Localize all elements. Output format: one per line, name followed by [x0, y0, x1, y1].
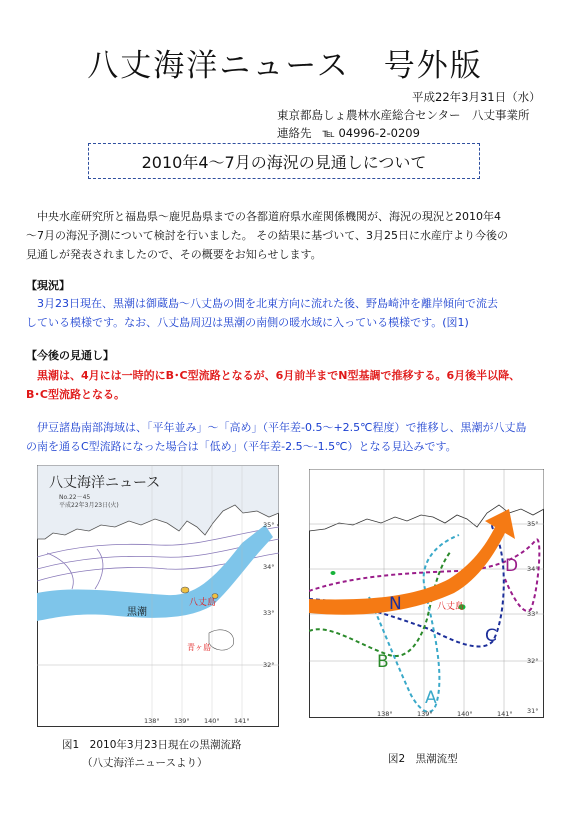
intro-line: 中央水産研究所と福島県～鹿児島県までの各都道府県水産関係機関が、海況の現況と2010年4	[37, 210, 501, 223]
current-paragraph	[26, 294, 546, 332]
lat-tick: 33°	[263, 609, 275, 617]
contact-label: 連絡先	[277, 126, 312, 140]
figure1-caption: 図1 2010年3月23日現在の黒潮流路	[62, 739, 242, 751]
lat-tick: 32°	[263, 661, 275, 669]
lat-tick: 34°	[527, 565, 539, 573]
contact	[277, 124, 420, 142]
lon-tick: 141°	[497, 710, 513, 718]
lon-tick: 139°	[417, 710, 433, 718]
intro-line: 見通しが発表されましたので、その概要をお知らせします。	[26, 248, 322, 261]
label-aogashima: 青ヶ島	[187, 643, 211, 652]
intro-paragraph	[26, 207, 546, 264]
outlook-heading: 【今後の見通し】	[26, 349, 114, 362]
lon-tick: 138°	[377, 710, 393, 718]
figure2-map	[309, 469, 544, 718]
intro-line: ～7月の海況予測について検討を行いました。 その結果に基づいて、3月25日に水産庁より今後の	[26, 229, 509, 242]
current-heading: 【現況】	[26, 279, 70, 292]
lat-tick: 35°	[263, 521, 275, 529]
outlook-red-line: B･C型流路となる。	[26, 388, 125, 401]
figure1-caption-source: （八丈海洋ニュースより）	[82, 757, 208, 769]
label-hachijo: 八丈島	[437, 602, 465, 612]
lon-tick: 140°	[204, 717, 220, 725]
outlook-blue-paragraph	[26, 418, 546, 456]
lon-tick: 138°	[144, 717, 160, 725]
lat-tick: 33°	[527, 610, 539, 618]
lat-tick: 32°	[527, 657, 539, 665]
figure1-map	[37, 465, 279, 727]
title-main: 八丈海洋ニュース	[87, 48, 350, 84]
label-kuroshio: 黒潮	[127, 607, 147, 618]
outlook-blue-line: 伊豆諸島南部海域は、「平年並み」～「高め」（平年差-0.5～+2.5℃程度）で推移し、黒潮が八丈島	[37, 421, 527, 434]
contact-tel: ℡ 04996-2-0209	[322, 126, 420, 140]
map-issue-no: No.22－45	[59, 494, 91, 501]
label-hachijo: 八丈島	[189, 598, 217, 608]
issue-date: 平成22年3月31日（水）	[412, 90, 541, 104]
current-line: している模様です。なお、八丈島周辺は黒潮の南側の暖水域に入っている模様です。(図1)	[26, 316, 469, 329]
subtitle: 2010年4～7月の海況の見通しについて	[141, 153, 427, 172]
label-route-C: C	[485, 626, 497, 646]
outlook-red-line: 黒潮は、4月には一時的にB･C型流路となるが、6月前半までN型基調で推移する。6月後半以降、	[37, 369, 521, 382]
island-mark	[331, 571, 336, 575]
outlook-blue-line: の南を通るC型流路になった場合は「低め」（平年差-2.5～-1.5℃）となる見込みです。	[26, 440, 457, 453]
label-route-D: D	[505, 556, 519, 576]
title-sub: 号外版	[383, 48, 483, 84]
organization: 東京都島しょ農林水産総合センター 八丈事業所	[277, 108, 530, 122]
page-title	[0, 40, 570, 85]
lat-tick: 35°	[527, 520, 539, 528]
map-issue-date: 平成22年3月23日(火)	[59, 502, 119, 509]
lon-tick: 139°	[174, 717, 190, 725]
lat-tick: 34°	[263, 563, 275, 571]
lat-tick: 31°	[527, 707, 539, 715]
lon-tick: 141°	[234, 717, 250, 725]
map-title: 八丈海洋ニュース	[49, 475, 161, 491]
island-outline	[209, 630, 234, 650]
label-route-B: B	[377, 652, 389, 672]
figure2-caption: 図2 黒潮流型	[388, 753, 458, 765]
label-route-A: A	[425, 688, 437, 708]
outlook-red-paragraph	[26, 366, 546, 404]
lon-tick: 140°	[457, 710, 473, 718]
island-mark	[181, 587, 189, 593]
current-line: 3月23日現在、黒潮は御蔵島～八丈島の間を北東方向に流れた後、野島崎沖を離岸傾向で流去	[37, 297, 498, 310]
label-route-N: N	[389, 594, 402, 614]
